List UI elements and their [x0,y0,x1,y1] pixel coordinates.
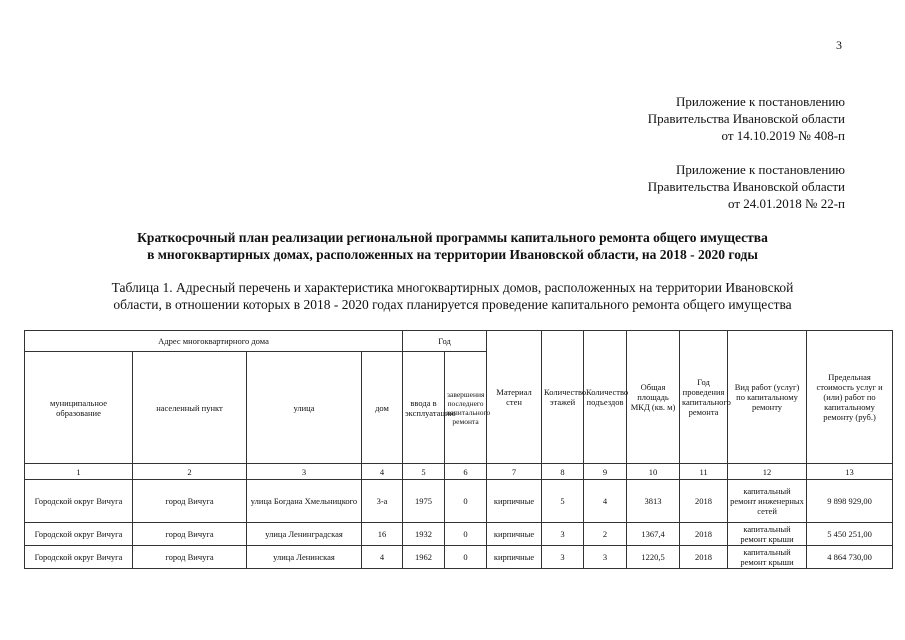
header-address-group: Адрес многоквартирного дома [25,331,403,352]
cell-work-type: капитальный ремонт крыши [728,523,807,546]
caption-line: области, в отношении которых в 2018 - 2020 годах планируется проведение капитального ремонта общего имущества [113,297,792,312]
cell-settlement: город Вичуга [133,546,247,569]
approval-line: Правительства Ивановской области [647,179,845,194]
header-entrances: Количество подъездов [584,331,627,464]
cell-entrances: 2 [584,523,627,546]
header-settlement: населенный пункт [133,352,247,464]
cell-repair-year: 2018 [680,480,728,523]
cell-floors: 5 [542,480,584,523]
column-number: 10 [627,464,680,480]
header-work-type: Вид работ (услуг) по капитальному ремонту [728,331,807,464]
approval-line: Правительства Ивановской области [647,111,845,126]
cell-wall-material: кирпичные [487,480,542,523]
column-number: 11 [680,464,728,480]
header-house: дом [362,352,403,464]
cell-max-cost: 9 898 929,00 [807,480,893,523]
cell-street: улица Ленинская [247,546,362,569]
repair-plan-table [24,330,893,569]
column-number: 1 [25,464,133,480]
cell-municipality: Городской округ Вичуга [25,546,133,569]
cell-municipality: Городской округ Вичуга [25,480,133,523]
column-number: 9 [584,464,627,480]
caption-line: Таблица 1. Адресный перечень и характеристика многоквартирных домов, расположенных на территории Ивановской [111,280,794,295]
header-max-cost: Предельная стоимость услуг и (или) работ по капитальному ремонту (руб.) [807,331,893,464]
header-area: Общая площадь МКД (кв. м) [627,331,680,464]
cell-year-commissioned: 1962 [403,546,445,569]
header-year-commissioned: ввода в эксплуатацию [403,352,445,464]
cell-entrances: 4 [584,480,627,523]
cell-settlement: город Вичуга [133,523,247,546]
header-repair-year: Год проведения капитального ремонта [680,331,728,464]
column-number: 3 [247,464,362,480]
cell-entrances: 3 [584,546,627,569]
cell-area: 3813 [627,480,680,523]
cell-year-commissioned: 1932 [403,523,445,546]
cell-street: улица Богдана Хмельницкого [247,480,362,523]
column-number: 8 [542,464,584,480]
approval-date: от 24.01.2018 № 22-п [728,196,845,211]
cell-year-commissioned: 1975 [403,480,445,523]
cell-repair-year: 2018 [680,546,728,569]
cell-floors: 3 [542,523,584,546]
header-year-group: Год [403,331,487,352]
column-number: 2 [133,464,247,480]
cell-year-last-repair: 0 [445,523,487,546]
cell-house: 16 [362,523,403,546]
table-row [25,523,893,546]
cell-area: 1367,4 [627,523,680,546]
cell-municipality: Городской округ Вичуга [25,523,133,546]
column-number: 4 [362,464,403,480]
page-number: 3 [836,38,842,52]
cell-year-last-repair: 0 [445,546,487,569]
cell-street: улица Ленинградская [247,523,362,546]
cell-work-type: капитальный ремонт крыши [728,546,807,569]
title-line: в многоквартирных домах, расположенных на территории Ивановской области, на 2018 - 2020 годы [147,247,758,262]
header-street: улица [247,352,362,464]
header-year-last-repair: завершения последнего капитального ремонта [445,352,487,464]
table-caption [30,279,875,313]
approval-line: Приложение к постановлению [675,94,845,109]
document-title [30,229,875,263]
cell-floors: 3 [542,546,584,569]
cell-settlement: город Вичуга [133,480,247,523]
table-row [25,480,893,523]
cell-area: 1220,5 [627,546,680,569]
column-number: 13 [807,464,893,480]
cell-max-cost: 4 864 730,00 [807,546,893,569]
header-floors: Количество этажей [542,331,584,464]
column-number: 12 [728,464,807,480]
cell-wall-material: кирпичные [487,523,542,546]
table-row [25,546,893,569]
cell-house: 3-а [362,480,403,523]
cell-max-cost: 5 450 251,00 [807,523,893,546]
cell-year-last-repair: 0 [445,480,487,523]
cell-wall-material: кирпичные [487,546,542,569]
cell-house: 4 [362,546,403,569]
cell-work-type: капитальный ремонт инженерных сетей [728,480,807,523]
approval-line: Приложение к постановлению [675,162,845,177]
approval-block-2018 [648,161,845,212]
column-number: 6 [445,464,487,480]
approval-block-2019 [648,93,845,144]
approval-date: от 14.10.2019 № 408-п [721,128,845,143]
header-wall-material: Материал стен [487,331,542,464]
title-line: Краткосрочный план реализации региональной программы капитального ремонта общего имущества [137,230,768,245]
column-number: 7 [487,464,542,480]
cell-repair-year: 2018 [680,523,728,546]
header-municipality: муниципальное образование [25,352,133,464]
column-number: 5 [403,464,445,480]
